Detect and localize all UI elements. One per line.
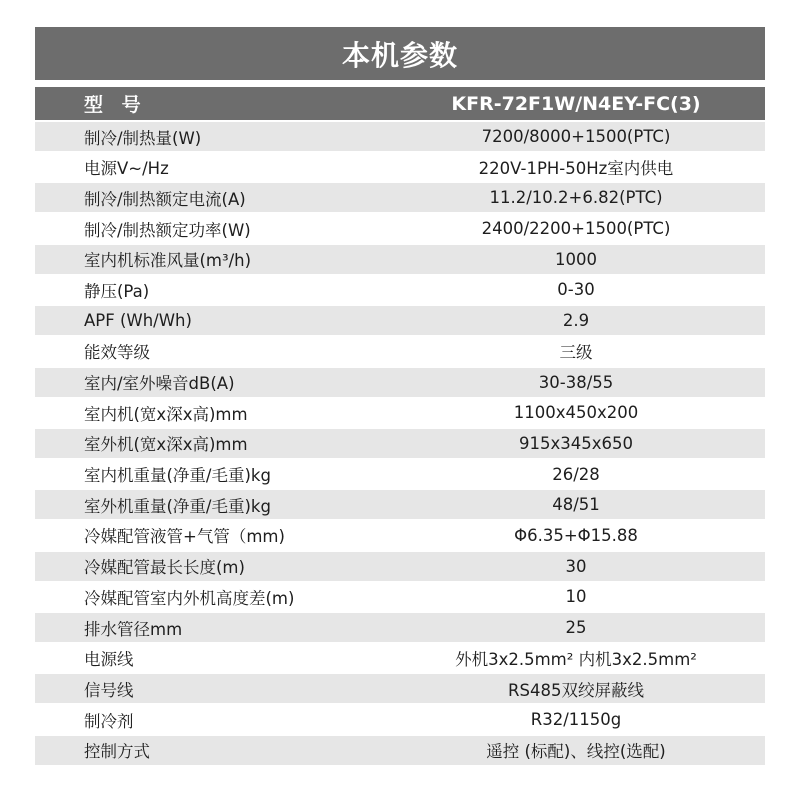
spec-value: 三级	[559, 343, 593, 363]
spec-label: 冷媒配管液管+气管（mm)	[84, 527, 285, 547]
model-label: 型 号	[84, 94, 147, 116]
spec-label: 电源线	[84, 650, 134, 670]
spec-row	[35, 337, 765, 366]
spec-row	[35, 245, 765, 274]
spec-value: 1100x450x200	[513, 403, 639, 423]
spec-label: 室外机(宽x深x高)mm	[84, 435, 248, 455]
spec-value: RS485双绞屏蔽线	[508, 680, 644, 700]
spec-value: 30-38/55	[538, 372, 614, 392]
spec-row	[35, 398, 765, 427]
spec-value: 遥控 (标配)、线控(选配)	[486, 742, 666, 762]
spec-label: 控制方式	[84, 742, 150, 762]
spec-label: 排水管径mm	[84, 619, 183, 639]
spec-label: 室内机(宽x深x高)mm	[84, 404, 248, 424]
spec-row	[35, 122, 765, 151]
model-header-row	[35, 87, 765, 120]
spec-value: 48/51	[552, 495, 600, 515]
spec-value: 1000	[555, 249, 597, 269]
spec-sheet	[35, 27, 765, 766]
spec-value: R32/1150g	[530, 710, 622, 730]
spec-row	[35, 429, 765, 458]
spec-row	[35, 306, 765, 335]
spec-row	[35, 275, 765, 304]
spec-value: 11.2/10.2+6.82(PTC)	[489, 188, 663, 208]
spec-row	[35, 582, 765, 611]
sheet-title	[35, 27, 765, 80]
model-value: KFR-72F1W/N4EY-FC(3)	[451, 92, 701, 115]
spec-row	[35, 705, 765, 734]
spec-row	[35, 736, 765, 765]
spec-value: 915x345x650	[518, 433, 633, 453]
spec-label: 电源V~/Hz	[84, 159, 169, 179]
spec-label: 制冷/制热额定功率(W)	[84, 220, 251, 240]
spec-label: 静压(Pa)	[84, 281, 150, 301]
spec-row	[35, 368, 765, 397]
spec-value: 220V-1PH-50Hz室内供电	[478, 159, 674, 179]
spec-row	[35, 183, 765, 212]
spec-value: 10	[565, 587, 587, 607]
spec-value: 外机3x2.5mm² 内机3x2.5mm²	[455, 650, 697, 670]
spec-label: 能效等级	[84, 343, 150, 363]
spec-label: 室内/室外噪音dB(A)	[84, 374, 235, 393]
spec-label: 信号线	[84, 680, 134, 700]
spec-label: 室外机重量(净重/毛重)kg	[84, 496, 271, 516]
spec-value: Φ6.35+Φ15.88	[514, 525, 638, 545]
spec-row	[35, 613, 765, 642]
spec-value: 2.9	[562, 311, 590, 331]
spec-label: 室内机标准风量(m³/h)	[84, 251, 252, 271]
spec-row	[35, 460, 765, 489]
spec-value: 7200/8000+1500(PTC)	[481, 127, 671, 146]
spec-label: 冷媒配管室内外机高度差(m)	[84, 588, 295, 608]
sheet-title-text: 本机参数	[341, 38, 458, 72]
spec-value: 25	[565, 618, 587, 637]
spec-row	[35, 214, 765, 243]
spec-row	[35, 521, 765, 550]
spec-label: 制冷剂	[84, 711, 134, 731]
spec-label: 室内机重量(净重/毛重)kg	[84, 466, 271, 486]
spec-value: 26/28	[552, 464, 600, 484]
spec-value: 2400/2200+1500(PTC)	[481, 219, 671, 239]
spec-value: 30	[565, 556, 587, 576]
spec-label: 冷媒配管最长长度(m)	[84, 558, 245, 578]
spec-label: APF (Wh/Wh)	[84, 311, 192, 331]
spec-row	[35, 552, 765, 581]
spec-row	[35, 674, 765, 703]
spec-row	[35, 644, 765, 673]
spec-row	[35, 153, 765, 182]
spec-row	[35, 490, 765, 519]
spec-value: 0-30	[557, 280, 595, 300]
spec-label: 制冷/制热量(W)	[84, 128, 202, 148]
spec-table	[35, 122, 765, 765]
spec-label: 制冷/制热额定电流(A)	[84, 189, 246, 209]
